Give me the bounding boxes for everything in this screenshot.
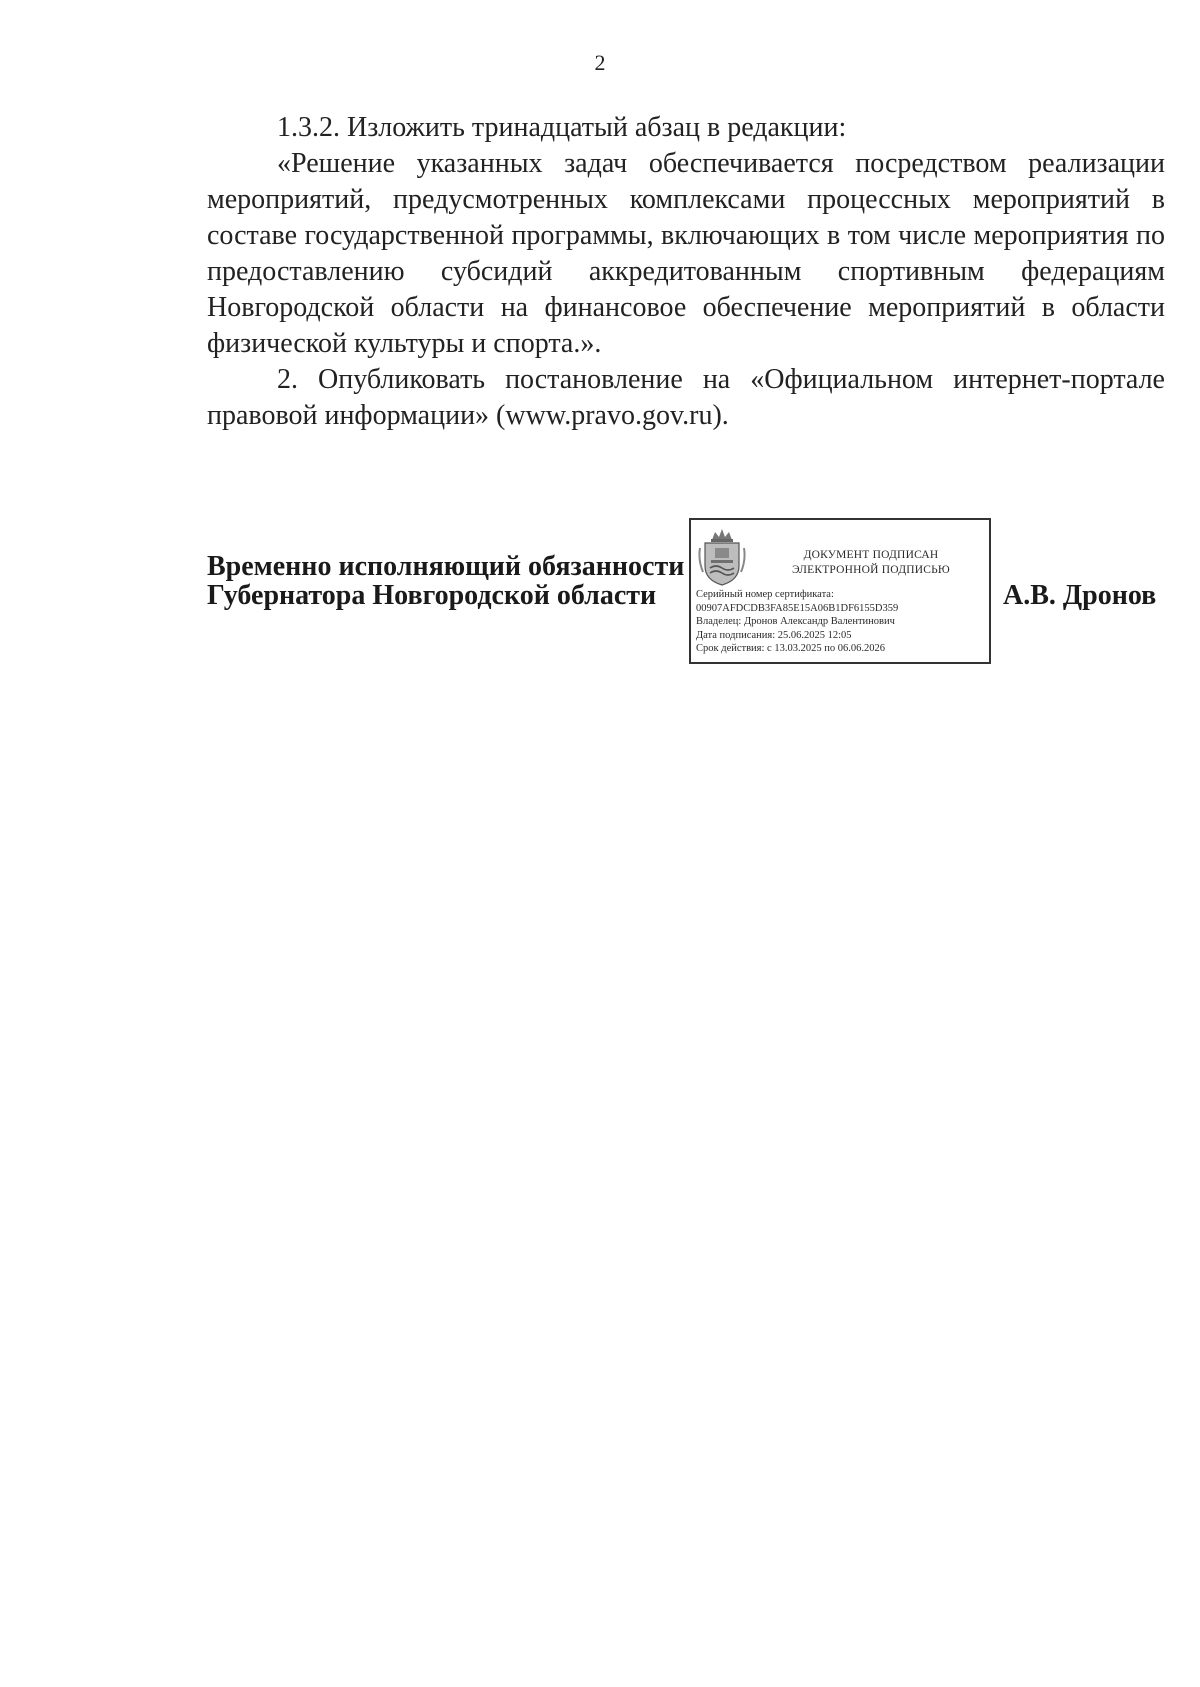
paragraph-amendment: 1.3.2. Изложить тринадцатый абзац в редакции:	[277, 112, 847, 143]
stamp-serial-label: Серийный номер сертификата:	[696, 589, 834, 600]
signer-name: А.В. Дронов	[1003, 580, 1157, 611]
stamp-details	[696, 588, 985, 656]
electronic-signature-stamp	[689, 518, 991, 664]
stamp-signed-date: Дата подписания: 25.06.2025 12:05	[696, 629, 852, 641]
paragraph-quoted-text: «Решение указанных задач обеспечивается посредством реализации мероприятий, предусмотренных комплексами процессных мероприятий в составе государственной программы, включающих в том числе мероприятия по предоставлению субсидий аккредитованным спортивным федерациям Новгородской области на финансовое обеспечение мероприятий в области физической культуры и спорта.».	[207, 148, 1165, 359]
stamp-heading	[759, 548, 983, 578]
document-body	[207, 110, 1165, 434]
signatory-position-line-2: Губернатора Новгородской области	[207, 580, 657, 611]
paragraph-publication: 2. Опубликовать постановление на «Официальном интернет-портале правовой информации» (www.pravo.gov.ru).	[207, 364, 1165, 431]
signatory-position	[207, 552, 684, 610]
stamp-heading-line-1: ДОКУМЕНТ ПОДПИСАН	[803, 549, 939, 561]
signatory-position-line-1: Временно исполняющий обязанности	[207, 551, 685, 582]
stamp-serial-value: 00907AFDCDB3FA85E15A06B1DF6155D359	[696, 602, 899, 614]
page-number: 2	[594, 50, 606, 75]
stamp-heading-line-2: ЭЛЕКТРОННОЙ ПОДПИСЬЮ	[792, 564, 950, 576]
stamp-validity: Срок действия: с 13.03.2025 по 06.06.2026	[696, 643, 885, 654]
stamp-owner: Владелец: Дронов Александр Валентинович	[696, 616, 895, 627]
coat-of-arms-icon	[697, 526, 747, 588]
